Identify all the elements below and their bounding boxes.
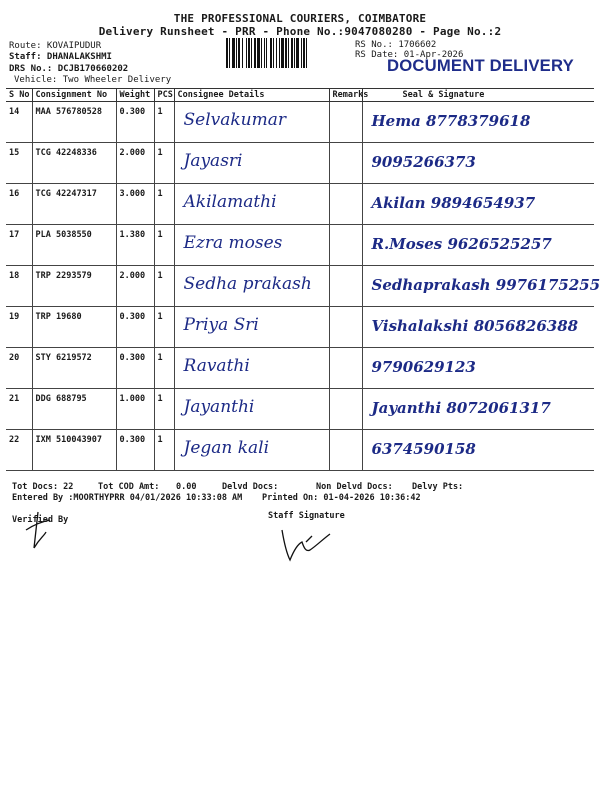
pcs-cell-value: 1	[157, 189, 163, 199]
sno-cell	[6, 184, 32, 225]
sno-cell-value: 17	[9, 230, 20, 240]
consignee-cell-value: Priya Sri	[183, 315, 259, 335]
consignment-cell	[32, 266, 116, 307]
seal-signature-cell-value: 9095266373	[371, 153, 476, 171]
table-row	[6, 389, 594, 430]
consignment-cell-value: PLA 5038550	[35, 230, 92, 240]
sno-cell-value: 15	[9, 148, 20, 158]
consignee-cell-value: Jayanthi	[183, 397, 255, 417]
consignment-cell	[32, 184, 116, 225]
sno-cell	[6, 389, 32, 430]
consignee-cell-value: Ezra moses	[183, 233, 283, 253]
weight-cell-value: 0.300	[119, 353, 146, 363]
seal-signature-cell-value: 9790629123	[371, 358, 476, 376]
weight-cell	[116, 348, 154, 389]
pcs-cell-value: 1	[157, 271, 163, 281]
consignment-cell	[32, 225, 116, 266]
consignee-cell-value: Ravathi	[183, 356, 250, 376]
pcs-cell-value: 1	[157, 148, 163, 158]
table-row	[6, 307, 594, 348]
sno-cell-value: 21	[9, 394, 20, 404]
rs-number: RS No.: 1706602	[355, 40, 437, 50]
col-consignment: Consignment No	[32, 89, 116, 102]
seal-signature-cell-value: Akilan 9894654937	[371, 194, 536, 212]
runsheet-title: Delivery Runsheet - PRR - Phone No.:9047080280 - Page No.:2	[98, 25, 502, 38]
col-consignee: Consignee Details	[174, 89, 329, 102]
consignee-cell	[174, 184, 329, 225]
sno-cell	[6, 266, 32, 307]
pcs-cell	[154, 266, 174, 307]
col-remarks: Remarks	[329, 89, 362, 102]
sno-cell-value: 14	[9, 107, 20, 117]
table-row	[6, 430, 594, 471]
pcs-cell	[154, 389, 174, 430]
consignee-cell	[174, 266, 329, 307]
pcs-cell	[154, 307, 174, 348]
weight-cell	[116, 389, 154, 430]
sno-cell-value: 19	[9, 312, 20, 322]
consignee-cell-value: Akilamathi	[183, 192, 277, 212]
consignment-cell-value: STY 6219572	[35, 353, 92, 363]
pcs-cell-value: 1	[157, 230, 163, 240]
seal-signature-cell-value: Vishalakshi 8056826388	[371, 317, 579, 335]
table-row	[6, 102, 594, 143]
pcs-cell	[154, 102, 174, 143]
pcs-cell	[154, 184, 174, 225]
consignee-cell-value: Jayasri	[183, 151, 243, 171]
delivered-docs: Delvd Docs:	[222, 482, 279, 492]
table-row	[6, 143, 594, 184]
consignment-cell	[32, 348, 116, 389]
pcs-cell	[154, 143, 174, 184]
pcs-cell-value: 1	[157, 107, 163, 117]
remarks-cell	[329, 143, 362, 184]
pcs-cell-value: 1	[157, 312, 163, 322]
weight-cell-value: 1.000	[119, 394, 146, 404]
consignment-cell-value: DDG 688795	[35, 394, 87, 404]
table-row	[6, 348, 594, 389]
consignee-cell	[174, 430, 329, 471]
seal-signature-cell-value: 6374590158	[371, 440, 476, 458]
weight-cell-value: 3.000	[119, 189, 146, 199]
staff-signature-label: Staff Signature	[268, 511, 345, 521]
consignment-cell-value: TRP 19680	[35, 312, 82, 322]
runsheet-table	[6, 88, 600, 471]
pcs-cell-value: 1	[157, 394, 163, 404]
consignee-cell	[174, 348, 329, 389]
sno-cell	[6, 307, 32, 348]
remarks-cell	[329, 389, 362, 430]
col-weight: Weight	[116, 89, 154, 102]
seal-signature-cell	[362, 225, 594, 266]
table-row	[6, 225, 594, 266]
seal-signature-cell	[362, 143, 594, 184]
barcode	[226, 38, 351, 68]
consignment-cell-value: TCG 42247317	[35, 189, 97, 199]
sno-cell	[6, 225, 32, 266]
consignment-cell	[32, 430, 116, 471]
verified-by-label: Verified By	[12, 515, 69, 525]
sno-cell	[6, 348, 32, 389]
verifier-signature	[20, 508, 60, 558]
seal-signature-cell	[362, 184, 594, 225]
pcs-cell	[154, 348, 174, 389]
consignment-cell	[32, 102, 116, 143]
consignment-cell-value: TCG 42248336	[35, 148, 97, 158]
sno-cell-value: 16	[9, 189, 20, 199]
consignee-cell	[174, 102, 329, 143]
non-delivered-docs: Non Delvd Docs:	[316, 482, 393, 492]
consignee-cell-value: Selvakumar	[183, 110, 287, 130]
weight-cell	[116, 102, 154, 143]
seal-signature-cell-value: R.Moses 9626525257	[371, 235, 552, 253]
seal-signature-cell	[362, 389, 594, 430]
col-pcs: PCS	[154, 89, 174, 102]
weight-cell	[116, 307, 154, 348]
weight-cell-value: 1.380	[119, 230, 146, 240]
consignee-cell	[174, 143, 329, 184]
remarks-cell	[329, 266, 362, 307]
consignee-cell-value: Sedha prakash	[183, 274, 312, 294]
total-docs: Tot Docs: 22	[12, 482, 74, 492]
weight-cell-value: 2.000	[119, 148, 146, 158]
vehicle-label: Vehicle: Two Wheeler Delivery	[14, 75, 172, 85]
remarks-cell	[329, 102, 362, 143]
consignee-cell	[174, 307, 329, 348]
remarks-cell	[329, 430, 362, 471]
seal-signature-cell	[362, 266, 600, 307]
weight-cell-value: 0.300	[119, 107, 146, 117]
table-header-row	[6, 89, 594, 102]
consignee-cell-value: Jegan kali	[183, 438, 270, 458]
sno-cell	[6, 430, 32, 471]
drs-number: DRS No.: DCJB170660202	[9, 64, 129, 74]
consignment-cell-value: TRP 2293579	[35, 271, 92, 281]
remarks-cell	[329, 348, 362, 389]
pcs-cell-value: 1	[157, 353, 163, 363]
sno-cell	[6, 102, 32, 143]
weight-cell	[116, 266, 154, 307]
table-row	[6, 184, 594, 225]
col-seal: Seal & Signature	[362, 89, 594, 102]
weight-cell	[116, 143, 154, 184]
route-label: Route: KOVAIPUDUR	[9, 41, 102, 51]
entered-by: Entered By :MOORTHYPRR 04/01/2026 10:33:08 AM	[12, 493, 243, 503]
remarks-cell	[329, 225, 362, 266]
table-row	[6, 266, 594, 307]
weight-cell	[116, 225, 154, 266]
pcs-cell-value: 1	[157, 435, 163, 445]
consignment-cell	[32, 389, 116, 430]
weight-cell-value: 2.000	[119, 271, 146, 281]
document-delivery-stamp: DOCUMENT DELIVERY	[387, 56, 574, 75]
seal-signature-cell	[362, 307, 594, 348]
weight-cell-value: 0.300	[119, 312, 146, 322]
total-cod-label: Tot COD Amt:	[98, 482, 160, 492]
company-title: THE PROFESSIONAL COURIERS, COIMBATORE	[173, 12, 427, 25]
weight-cell-value: 0.300	[119, 435, 146, 445]
delivery-points: Delvy Pts:	[412, 482, 464, 492]
sno-cell-value: 18	[9, 271, 20, 281]
staff-signature	[276, 522, 336, 566]
seal-signature-cell-value: Jayanthi 8072061317	[371, 399, 551, 417]
remarks-cell	[329, 184, 362, 225]
sno-cell	[6, 143, 32, 184]
consignment-cell-value: MAA 576780528	[35, 107, 103, 117]
consignment-cell	[32, 143, 116, 184]
consignee-cell	[174, 389, 329, 430]
consignment-cell	[32, 307, 116, 348]
col-sno: S No	[6, 89, 32, 102]
staff-label: Staff: DHANALAKSHMI	[9, 52, 112, 62]
seal-signature-cell	[362, 348, 594, 389]
pcs-cell	[154, 225, 174, 266]
seal-signature-cell	[362, 430, 594, 471]
consignee-cell	[174, 225, 329, 266]
weight-cell	[116, 430, 154, 471]
seal-signature-cell	[362, 102, 594, 143]
pcs-cell	[154, 430, 174, 471]
total-cod-value: 0.00	[176, 482, 197, 492]
rs-date: RS Date: 01-Apr-2026	[355, 50, 464, 60]
sno-cell-value: 22	[9, 435, 20, 445]
seal-signature-cell-value: Hema 8778379618	[371, 112, 531, 130]
sno-cell-value: 20	[9, 353, 20, 363]
printed-on: Printed On: 01-04-2026 10:36:42	[262, 493, 421, 503]
consignment-cell-value: IXM 510043907	[35, 435, 103, 445]
remarks-cell	[329, 307, 362, 348]
weight-cell	[116, 184, 154, 225]
seal-signature-cell-value: Sedhaprakash 9976175255	[371, 276, 600, 294]
